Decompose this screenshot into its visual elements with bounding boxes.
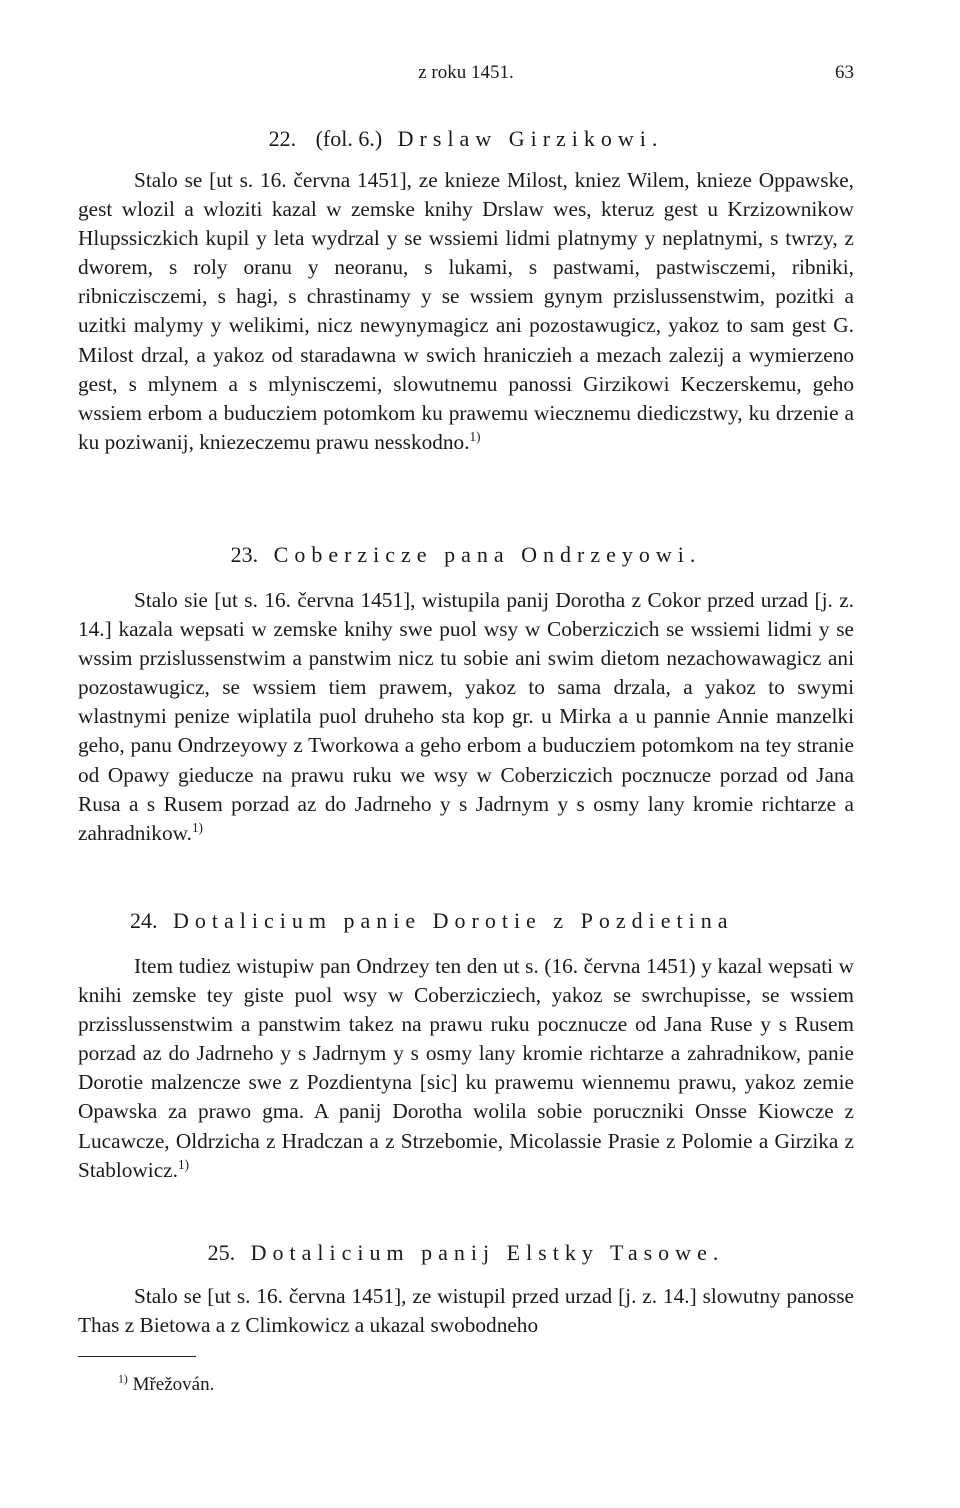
- entry-heading-24: [78, 906, 854, 936]
- entry-heading-23: [78, 540, 854, 570]
- entry-body: Stalo se [ut s. 16. června 1451], ze wistupil przed urzad [j. z. 14.] slowutny panosse Thas z Bietowa a z Climkowicz a ukazal swobodneho: [78, 1284, 854, 1338]
- entry-title: Dotalicium panie Dorotie z Pozdietina: [173, 908, 734, 933]
- entry-text-24: [78, 952, 854, 1185]
- entry-text-23: [78, 586, 854, 848]
- entry-heading-22: [78, 124, 854, 154]
- entry-heading-25: [78, 1238, 854, 1268]
- footnote-marker: 1): [118, 1372, 128, 1386]
- entry-folio: (fol. 6.): [315, 126, 383, 151]
- entry-title: Coberzicze pana Ondrzeyowi.: [273, 542, 702, 567]
- entry-number: 24.: [130, 908, 158, 933]
- entry-title: Drslaw Girzikowi.: [397, 126, 664, 151]
- entry-text-22: [78, 166, 854, 457]
- entry-title: Dotalicium panij Elstky Tasowe.: [250, 1240, 725, 1265]
- footnote-ref: 1): [191, 819, 203, 835]
- footnote-divider: [78, 1356, 196, 1357]
- entry-number: 23.: [230, 542, 259, 567]
- running-head: [78, 62, 854, 86]
- entry-body: Item tudiez wistupiw pan Ondrzey ten den ut s. (16. června 1451) y kazal wepsati w knihi zemske tey giste puol wsy w Coberzicziech, yakoz se swrchupisse, se wssiem przisslussenstwim a panstwim takez na prawu ruku pocznucze od Jana Ruse y s Rusem porzad az do Jadrneho y s Jadrnym y s osmy lany kromie richtarze a zahradnikow, panie Dorotie malzencze swe z Pozdientyna [sic] ku prawemu wiennemu prawu, yakoz zemie Opawska za prawo gma. A panij Dorotha wolila sobie poruczniki Onsse Kiowcze z Lucawcze, Oldrzicha z Hradczan a z Strzebomie, Micolassie Prasie z Polomie a Girzika z Stablowicz.: [78, 954, 854, 1182]
- footnote: [118, 1372, 214, 1398]
- footnote-ref: 1): [469, 428, 481, 444]
- entry-body: Stalo se [ut s. 16. června 1451], ze knieze Milost, kniez Wilem, knieze Oppawske, gest wlozil a wloziti kazal w zemske knihy Drslaw wes, kteruz gest u Krzizownikow Hlupssiczkich kupil y leta wydrzal y se wssiemi lidmi platnymy y neplatnymi, s twrzy, z dworem, s roly oranu y neoranu, s lukami, s pastwami, pastwisczemi, ribniki, ribniczisczemi, s hagi, s chrastinamy y se wssiem gynym przislussenstwim, pozitki a uzitki malymy y welikimi, nicz newynymagicz ani pozostawugicz, yakoz to sam gest G. Milost drzal, a yakoz od staradawna w swich hraniczieh a mezach zalezij a wymierzeno gest, s mlynem a s mlynisczemi, slowutnemu panossi Girzikowi Keczerskemu, geho wssiem erbom a buducziem potomkom ku prawemu wiecznemu diediczstwy, ku drzenie a ku poziwanij, kniezeczemu prawu nesskodno.: [78, 168, 854, 454]
- running-head-title: z roku 1451.: [418, 62, 514, 83]
- footnote-text: Mřežován.: [132, 1374, 215, 1395]
- footnote-ref: 1): [177, 1156, 189, 1172]
- entry-body: Stalo sie [ut s. 16. června 1451], wistupila panij Dorotha z Cokor przed urzad [j. z. 14.] kazala wepsati w zemske knihy swe puol wsy w Coberziczich se wssiemi lidmi y se wssim przislussenstwim a panstwim nicz tu sobie ani swim dietom nezachowawagicz ani pozostawugicz, se wssiem tiem prawem, yakoz to sama drzala, a yakoz to swymi wlastnymi penize wiplatila puol druheho sta kop gr. u Mirka a u pannie Annie manzelki geho, panu Ondrzeyowy z Tworkowa a geho erbom a buducziem potomkom na tey stranie od Opawy gieducze na prawu ruku we wsy w Coberziczich pocznucze porzad od Jana Rusa a s Rusem porzad az do Jadrneho y s Jadrnym y s osmy lany kromie richtarze a zahradnikow.: [78, 588, 854, 845]
- entry-number: 25.: [207, 1240, 236, 1265]
- entry-text-25: [78, 1282, 854, 1340]
- page-number: 63: [835, 62, 854, 83]
- entry-number: 22.: [268, 126, 297, 151]
